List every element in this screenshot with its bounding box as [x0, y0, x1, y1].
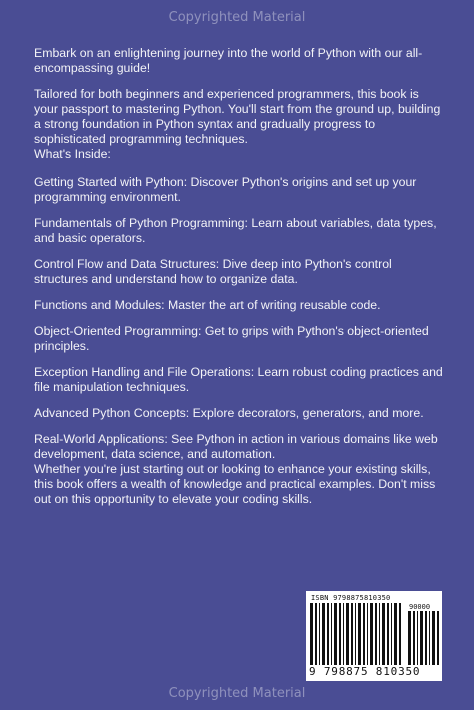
section-getting-started: Getting Started with Python: Discover Python's origins and set up your programming environment.: [34, 175, 417, 204]
section-exceptions: Exception Handling and File Operations: Learn robust coding practices and file manipulation techniques.: [34, 365, 443, 394]
barcode-bar: [358, 603, 361, 665]
whats-inside-heading: What's Inside:: [34, 147, 111, 161]
barcode-bar: [429, 611, 430, 665]
barcode-bar: [399, 603, 401, 665]
barcode-bar: [432, 611, 435, 665]
back-cover-text: [34, 46, 444, 518]
section-fundamentals: Fundamentals of Python Programming: Learn about variables, data types, and basic operators.: [34, 216, 437, 245]
barcode-bar: [343, 603, 344, 665]
barcode-bar: [394, 603, 397, 665]
barcode-bar: [319, 603, 320, 665]
barcode-bar: [382, 603, 385, 665]
barcode-bar: [339, 603, 341, 665]
section-advanced: Advanced Python Concepts: Explore decorators, generators, and more.: [34, 406, 424, 420]
barcode-bars: [310, 603, 404, 665]
barcode-bar: [417, 611, 418, 665]
barcode-bar: [375, 603, 377, 665]
barcode-bar: [379, 603, 380, 665]
barcode-bar: [420, 611, 423, 665]
barcode-digits: 9 798875 810350: [309, 665, 421, 678]
barcode-bar: [387, 603, 389, 665]
section-real-world: Real-World Applications: See Python in action in various domains like web development, data science, and automation.: [34, 432, 438, 461]
barcode-bar: [425, 611, 427, 665]
section-control-flow: Control Flow and Data Structures: Dive deep into Python's control structures and understand how to organize data.: [34, 257, 392, 286]
barcode-bar: [327, 603, 329, 665]
section-oop: Object-Oriented Programming: Get to grips with Python's object-oriented principles.: [34, 324, 429, 353]
watermark-top: Copyrighted Material: [168, 10, 306, 25]
watermark-bottom: Copyrighted Material: [168, 686, 306, 701]
tailored-paragraph: Tailored for both beginners and experienced programmers, this book is your passport to mastering Python. You'll start from the ground up, building a strong foundation in Python syntax and gradually progress to sophisticated programming techniques.: [34, 87, 441, 146]
section-functions: Functions and Modules: Master the art of writing reusable code.: [34, 298, 381, 312]
barcode-bar: [334, 603, 337, 665]
barcode-bar: [437, 611, 439, 665]
isbn-barcode: [306, 591, 442, 681]
barcode-bar: [331, 603, 332, 665]
barcode-bar: [370, 603, 373, 665]
barcode-bar: [351, 603, 353, 665]
intro-paragraph: Embark on an enlightening journey into the world of Python with our all-encompassing guide!: [34, 46, 423, 75]
price-code: 90000: [409, 603, 431, 611]
barcode-bar: [413, 611, 415, 665]
barcode-bar: [322, 603, 325, 665]
closing-paragraph: Whether you're just starting out or looking to enhance your existing skills, this book offers a wealth of knowledge and practical examples. Don't miss out on this opportunity to elevate your coding skills.: [34, 462, 436, 506]
barcode-bar: [346, 603, 349, 665]
barcode-bar: [367, 603, 368, 665]
barcode-bar: [363, 603, 365, 665]
isbn-label: ISBN 9798875810350: [311, 594, 391, 602]
barcode-bar: [315, 603, 317, 665]
barcode-addon-bars: [408, 611, 440, 665]
barcode-bar: [310, 603, 313, 665]
barcode-bar: [391, 603, 392, 665]
barcode-bar: [355, 603, 356, 665]
barcode-bar: [408, 611, 411, 665]
